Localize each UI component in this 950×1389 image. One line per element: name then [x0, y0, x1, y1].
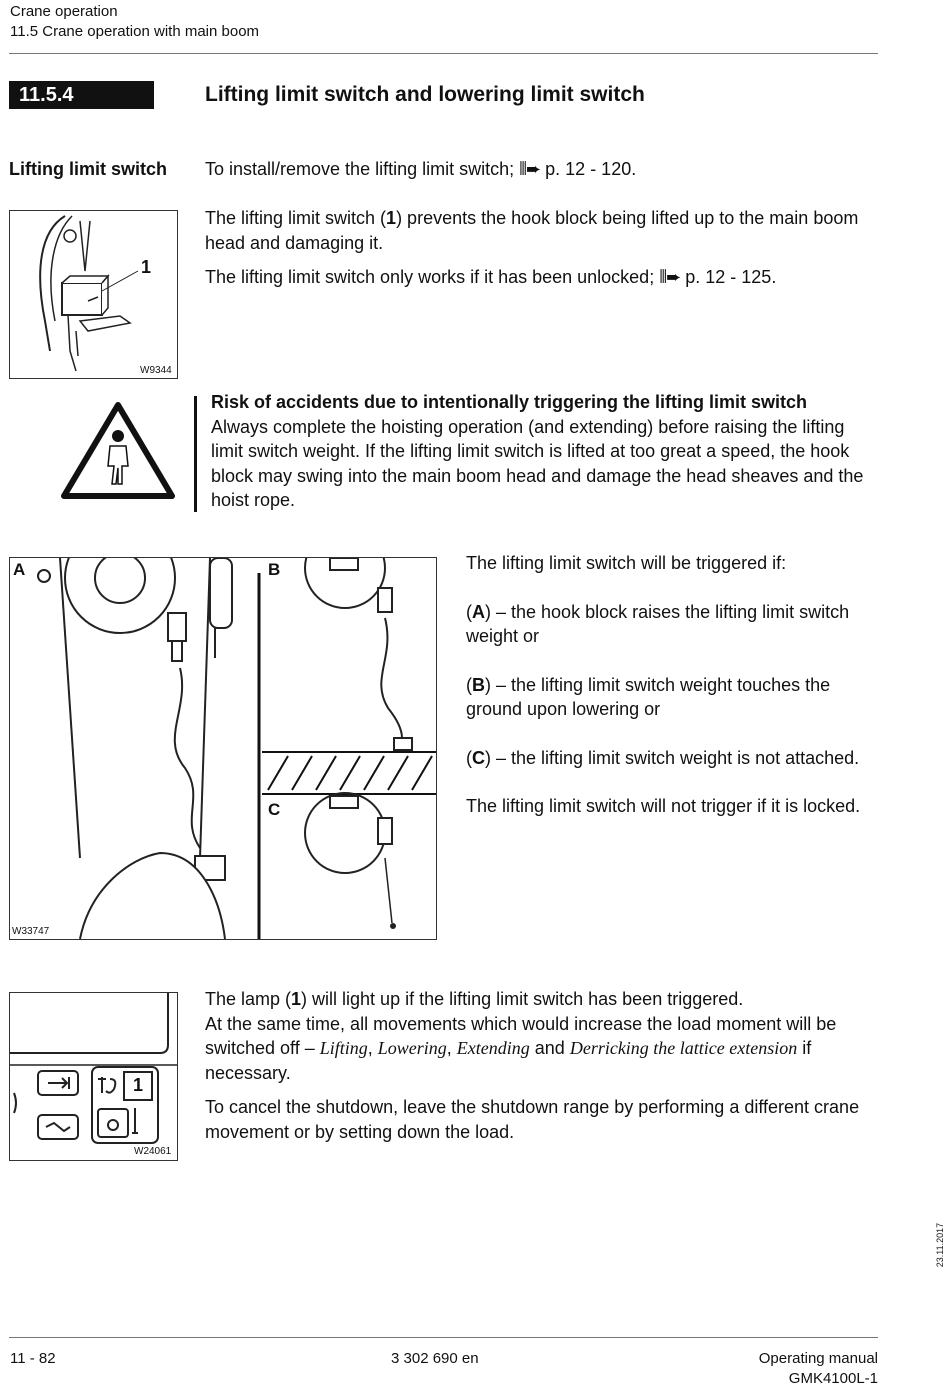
figure-label-a: A: [13, 560, 26, 579]
trigger-intro: The lifting limit switch will be triggered if:: [466, 553, 787, 573]
para2-text: The lifting limit switch only works if it has been unlocked;: [205, 267, 655, 287]
warning-triangle-icon: [60, 400, 176, 500]
reference-arrow-icon: ⦀➨: [659, 267, 681, 288]
lamp-description: The lamp (1) will light up if the lifting limit switch has been triggered. At the same time, all movements which would increase the load moment will be switched off – Lifting, Lowering, Extending and Derricking the lattice extension if necessary. To cancel the shutdown, leave the shutdown range by performing a different crane movement or by setting down the load.: [205, 987, 880, 1144]
page-number: 11 - 82: [10, 1350, 56, 1367]
figure-lifting-switch: [9, 210, 178, 379]
install-text: To install/remove the lifting limit switch;: [205, 159, 515, 179]
warning-text: Always complete the hoisting operation (and extending) before raising the lifting limit switch weight. If the lifting limit switch is lifted at too great a speed, the hook block may swing into the main boom head and damage the head sheaves and the hoist rope.: [211, 416, 864, 510]
reference-arrow-icon: ⦀➨: [519, 159, 541, 180]
control-panel-illustration: [10, 993, 177, 1160]
para2-ref-link[interactable]: p. 12 - 125.: [685, 267, 777, 287]
figure-label-c: C: [268, 800, 281, 819]
install-line: [205, 157, 885, 183]
trigger-case-c: (C) – the lifting limit switch weight is not attached.: [466, 747, 860, 768]
install-ref-link[interactable]: p. 12 - 120.: [545, 159, 637, 179]
header-section: 11.5 Crane operation with main boom: [10, 23, 260, 40]
document-number: 3 302 690 en: [391, 1350, 479, 1367]
warning-title: Risk of accidents due to intentionally triggering the lifting limit switch: [211, 392, 808, 412]
figure-id: W9344: [140, 365, 172, 376]
warning-bar: [194, 396, 197, 512]
trigger-cases-illustration: [10, 558, 436, 939]
section-title: Lifting limit switch and lowering limit switch: [205, 83, 645, 106]
header-rule: [9, 53, 878, 54]
figure-trigger-cases: [9, 557, 437, 940]
trigger-conditions: [466, 551, 886, 819]
para1-text: The lifting limit switch (: [205, 208, 387, 228]
warning-box: [211, 390, 881, 513]
figure-lamp-panel: [9, 992, 178, 1161]
lifting-switch-description: [205, 206, 875, 291]
figure-callout: 1: [141, 257, 152, 277]
side-heading: Lifting limit switch: [9, 159, 167, 179]
lamp-cancel-text: To cancel the shutdown, leave the shutdown range by performing a different crane movement or by setting down the load.: [205, 1097, 860, 1142]
lifting-switch-illustration: [10, 211, 177, 378]
trigger-locked-note: The lifting limit switch will not trigger if it is locked.: [466, 796, 861, 816]
figure-id: W24061: [134, 1146, 172, 1157]
manual-title: Operating manual GMK4100L-1: [758, 1350, 878, 1387]
figure-callout: 1: [133, 1075, 144, 1095]
trigger-case-b: (B) – the lifting limit switch weight touches the ground upon lowering or: [466, 674, 831, 719]
header-chapter: Crane operation: [10, 3, 118, 20]
print-date: 23.11.2017: [935, 1222, 945, 1268]
section-number: 11.5.4: [9, 81, 154, 109]
para1-text-end: ) prevents the hook block being lifted up to the main boom head and damaging it.: [205, 208, 859, 253]
footer-rule: [9, 1337, 878, 1338]
trigger-case-a: (A) – the hook block raises the lifting limit switch weight or: [466, 601, 850, 646]
para1-number: 1: [386, 208, 397, 228]
figure-label-b: B: [268, 560, 281, 579]
figure-id: W33747: [12, 926, 50, 937]
